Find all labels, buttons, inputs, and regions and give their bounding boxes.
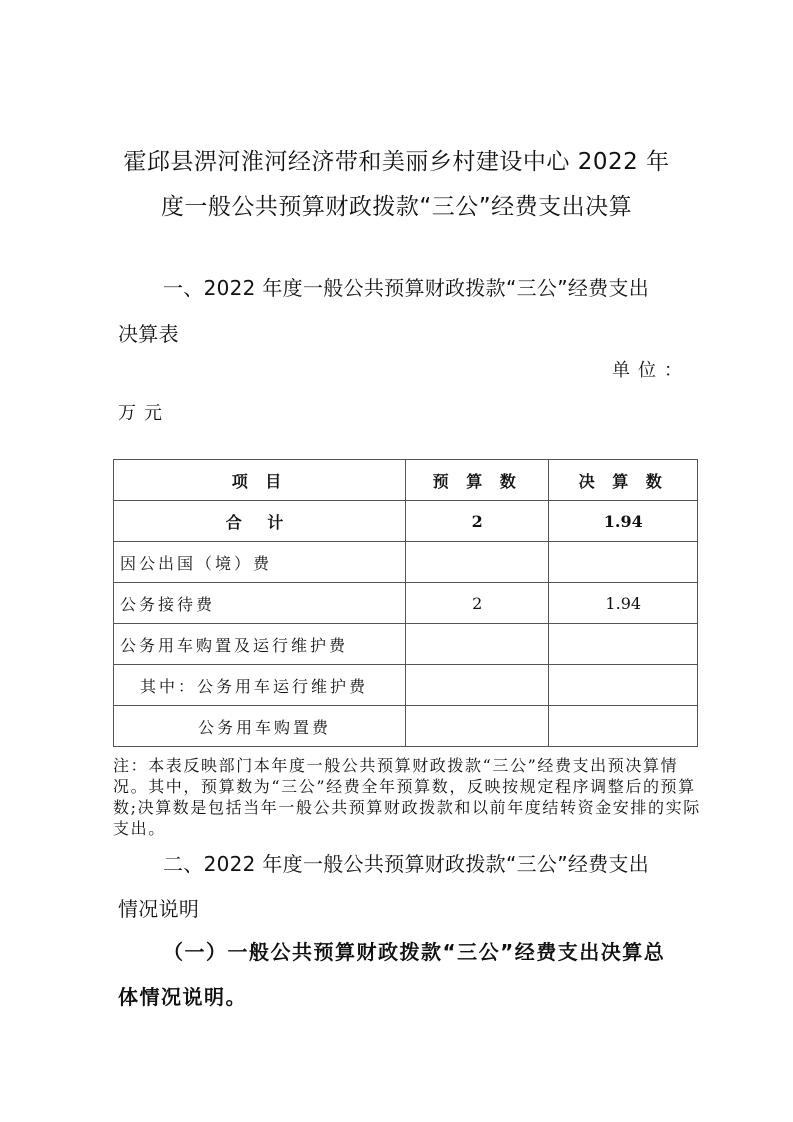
row-budget [406, 665, 549, 706]
table-row [114, 583, 698, 624]
table-header-row [114, 460, 698, 501]
table-row [114, 624, 698, 665]
table-row [114, 706, 698, 747]
subsection-1-heading-line-2: 体情况说明。 [118, 985, 247, 1009]
document-title-line-1: 霍邱县淠河淮河经济带和美丽乡村建设中心 2022 年 [123, 149, 670, 175]
row-item: 其中：公务用车运行维护费 [114, 665, 406, 706]
table-row [114, 542, 698, 583]
row-item: 因公出国（境）费 [114, 542, 406, 583]
row-budget: 2 [406, 501, 549, 542]
row-item: 公务用车购置及运行维护费 [114, 624, 406, 665]
row-final [549, 542, 698, 583]
row-final: 1.94 [549, 583, 698, 624]
row-final: 1.94 [549, 501, 698, 542]
row-item: 合 计 [114, 501, 406, 542]
document-title-line-2: 度一般公共预算财政拨款“三公”经费支出决算 [160, 194, 633, 220]
three-public-expenses-table [113, 459, 698, 747]
section-2-heading-line-1: 二、2022 年度一般公共预算财政拨款“三公”经费支出 [163, 852, 650, 876]
row-budget: 2 [406, 583, 549, 624]
header-final: 决 算 数 [549, 460, 698, 501]
row-budget [406, 542, 549, 583]
row-item: 公务用车购置费 [114, 706, 406, 747]
row-final [549, 665, 698, 706]
row-final [549, 706, 698, 747]
subsection-1-heading-line-1: （一）一般公共预算财政拨款“三公”经费支出决算总 [163, 940, 666, 964]
row-item: 公务接待费 [114, 583, 406, 624]
table-row-total [114, 501, 698, 542]
section-1-heading-line-2: 决算表 [118, 322, 179, 346]
header-item: 项 目 [114, 460, 406, 501]
header-budget: 预 算 数 [406, 460, 549, 501]
unit-value: 万元 [118, 403, 170, 424]
row-final [549, 624, 698, 665]
row-budget [406, 706, 549, 747]
section-2-heading-line-2: 情况说明 [118, 897, 200, 921]
section-1-heading-line-1: 一、2022 年度一般公共预算财政拨款“三公”经费支出 [163, 276, 650, 300]
table-row [114, 665, 698, 706]
unit-label: 单位： [612, 360, 690, 381]
table-note: 注：本表反映部门本年度一般公共预算财政拨款“三公”经费支出预决算情况。其中，预算数为“三公”经费全年预算数，反映按规定程序调整后的预算数;决算数是包括当年一般公共预算财政拨款和以前年度结转资金安排的实际支出。 [113, 756, 701, 838]
row-budget [406, 624, 549, 665]
